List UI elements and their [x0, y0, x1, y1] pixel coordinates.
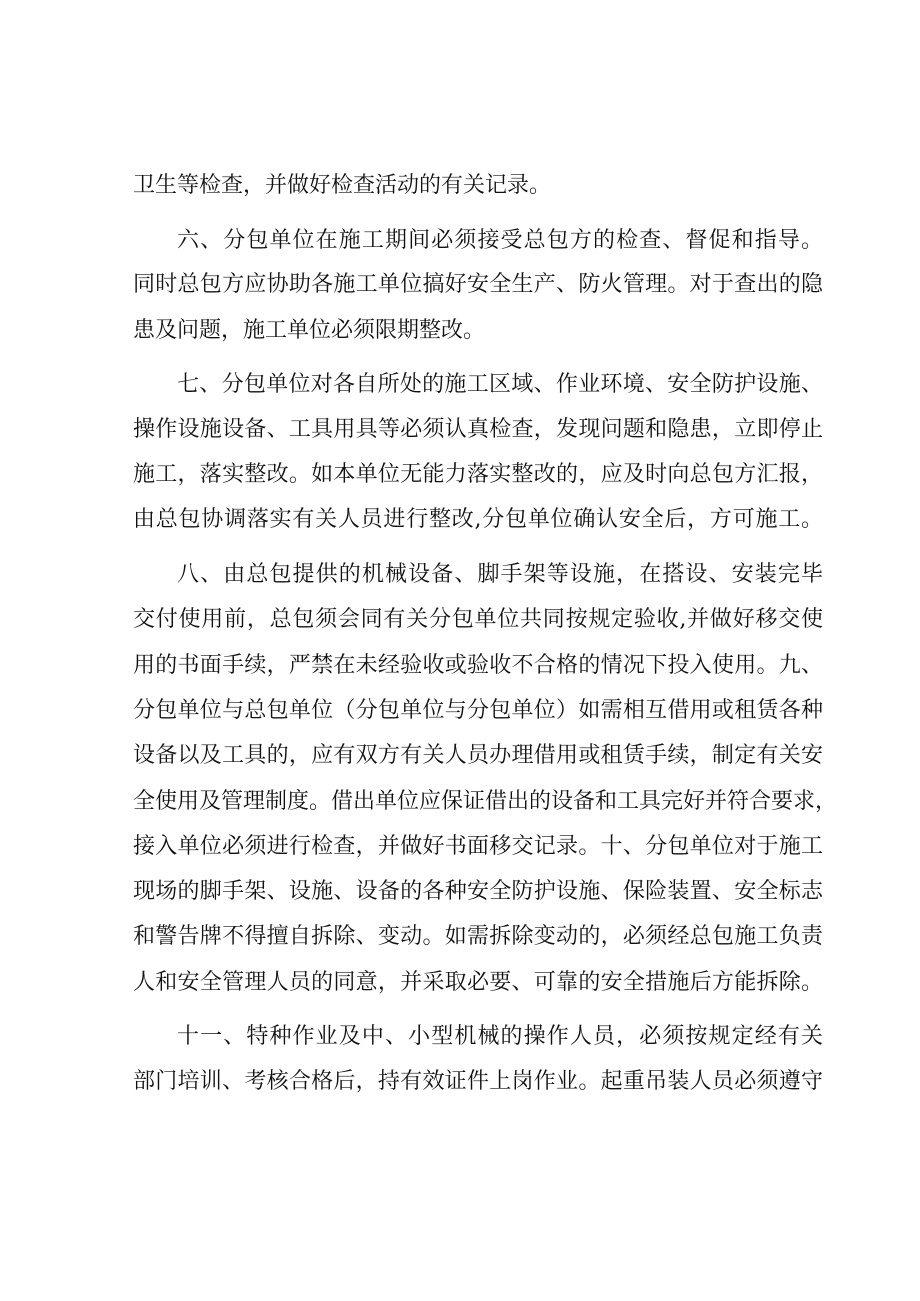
- text-line: 同时总包方应协助各施工单位搞好安全生产、防火管理。对于查出的隐: [133, 272, 823, 297]
- text-line: 分包单位与总包单位（分包单位与分包单位）如需相互借用或租赁各种: [133, 698, 823, 723]
- paragraph-six-line: 六、分包单位在施工期间必须接受总包方的检查、督促和指导。: [177, 228, 823, 253]
- text-line: 用的书面手续，严禁在未经验收或验收不合格的情况下投入使用。九、: [133, 653, 823, 678]
- text-line: 患及问题，施工单位必须限期整改。: [133, 318, 486, 343]
- text-line: 现场的脚手架、设施、设备的各种安全防护设施、保险装置、安全标志: [133, 879, 823, 904]
- paragraph-eleven-line: 十一、特种作业及中、小型机械的操作人员，必须按规定经有关: [177, 1024, 823, 1049]
- text-line: 由总包协调落实有关人员进行整改,分包单位确认安全后，方可施工。: [133, 507, 823, 532]
- text-line: 接入单位必须进行检查，并做好书面移交记录。十、分包单位对于施工: [133, 834, 823, 859]
- text-line: 设备以及工具的，应有双方有关人员办理借用或租赁手续，制定有关安: [133, 743, 823, 768]
- text-line: 全使用及管理制度。借出单位应保证借出的设备和工具完好并符合要求，: [133, 789, 838, 814]
- paragraph-eight-line: 八、由总包提供的机械设备、脚手架等设施，在搭设、安装完毕: [177, 562, 823, 587]
- text-line: 人和安全管理人员的同意，并采取必要、可靠的安全措施后方能拆除。: [133, 970, 823, 995]
- text-line: 操作设施设备、工具用具等必须认真检查，发现问题和隐患，立即停止: [133, 417, 823, 442]
- text-line: 交付使用前，总包须会同有关分包单位共同按规定验收,并做好移交使: [133, 607, 823, 632]
- text-line: 和警告牌不得擅自拆除、变动。如需拆除变动的，必须经总包施工负责: [133, 924, 823, 949]
- text-line: 施工，落实整改。如本单位无能力落实整改的，应及时向总包方汇报，: [133, 462, 823, 487]
- paragraph-seven-line: 七、分包单位对各自所处的施工区域、作业环境、安全防护设施、: [177, 372, 823, 397]
- text-line: 部门培训、考核合格后，持有效证件上岗作业。起重吊装人员必须遵守: [133, 1069, 823, 1094]
- text-line: 卫生等检查，并做好检查活动的有关记录。: [133, 173, 552, 198]
